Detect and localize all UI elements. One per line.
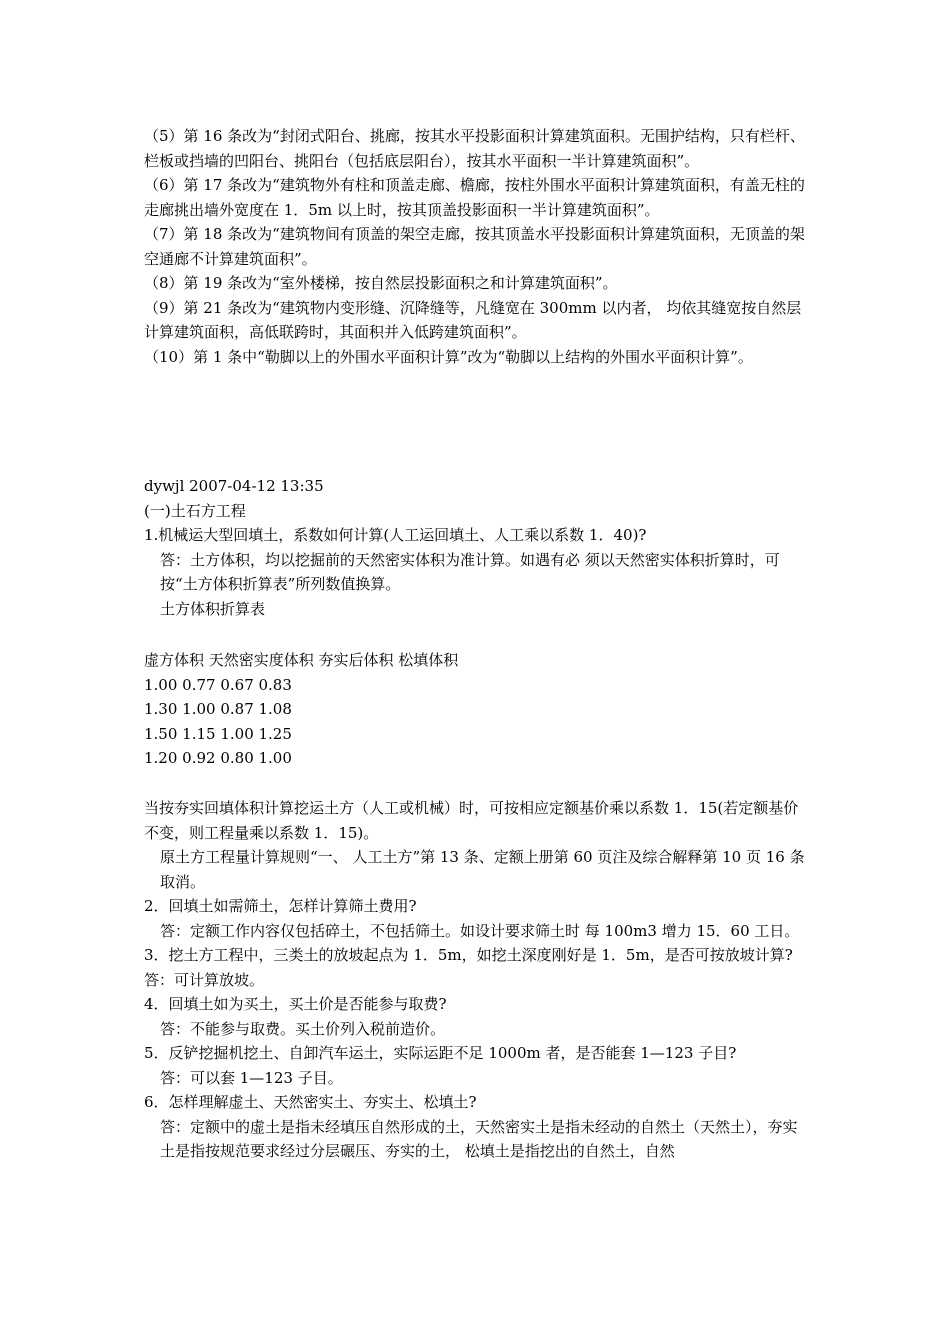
question: 5．反铲挖掘机挖土、自卸汽车运土，实际运距不足 1000m 者，是否能套 1—123 子目? xyxy=(144,1044,737,1062)
paragraph: （7）第 18 条改为“建筑物间有顶盖的架空走廊，按其顶盖水平投影面积计算建筑面积，无顶盖的架空通廊不计算建筑面积”。 xyxy=(144,225,805,268)
table-row: 1.30 1.00 0.87 1.08 xyxy=(144,700,292,718)
table-row: 1.00 0.77 0.67 0.83 xyxy=(144,675,292,694)
paragraph: （6）第 17 条改为“建筑物外有柱和顶盖走廊、檐廊，按柱外围水平面积计算建筑面积，有盖无柱的走廊挑出墙外宽度在 1．5m 以上时，按其顶盖投影面积一半计算建筑面积”。 xyxy=(144,176,805,219)
table-header: 虚方体积 天然密实度体积 夯实后体积 松填体积 xyxy=(144,651,459,669)
qa-list xyxy=(144,796,810,1164)
question: 3．挖土方工程中，三类土的放坡起点为 1．5m，如挖土深度刚好是 1．5m，是否可按放坡计算? xyxy=(144,946,793,964)
question: 2．回填土如需筛土，怎样计算筛土费用? xyxy=(144,897,417,915)
answer: 答：可计算放坡。 xyxy=(144,970,265,989)
question: 4．回填土如为买土，买土价是否能参与取费? xyxy=(144,995,447,1013)
paragraph: （5）第 16 条改为“封闭式阳台、挑廊，按其水平投影面积计算建筑面积。无围护结构，只有栏杆、栏板或挡墙的凹阳台、挑阳台（包括底层阳台），按其水平面积一半计算建筑面积”。 xyxy=(144,127,805,170)
table-row: 1.50 1.15 1.00 1.25 xyxy=(144,724,292,743)
post-header: dywjl 2007-04-12 13:35 xyxy=(144,477,324,495)
answer: 答：定额工作内容仅包括碎土，不包括筛土。如设计要求筛土时 每 100m3 增力 15．60 工日。 xyxy=(160,921,800,940)
question: 6．怎样理解虚土、天然密实土、夯实土、松填土? xyxy=(144,1093,477,1111)
paragraph: 当按夯实回填体积计算挖运土方（人工或机械）时，可按相应定额基价乘以系数 1．15(若定额基价不变，则工程量乘以系数 1．15)。 xyxy=(144,799,799,842)
answer: 答：可以套 1—123 子目。 xyxy=(160,1068,343,1087)
conversion-table xyxy=(144,648,810,771)
answer: 答：不能参与取费。买土价列入税前造价。 xyxy=(160,1019,446,1038)
post-section xyxy=(144,474,810,621)
paragraph: （10）第 1 条中“勒脚以上的外围水平面积计算”改为“勒脚以上结构的外围水平面积计算”。 xyxy=(144,347,753,366)
table-title: 土方体积折算表 xyxy=(160,599,266,618)
paragraph: 原土方工程量计算规则“一、 人工土方”第 13 条、定额上册第 60 页注及综合解释第 10 页 16 条取消。 xyxy=(160,848,805,891)
table-row: 1.20 0.92 0.80 1.00 xyxy=(144,749,292,767)
section-title: (一)土石方工程 xyxy=(144,501,246,520)
answer: 答：土方体积，均以挖掘前的天然密实体积为准计算。如遇有必 须以天然密实体积折算时，可按“土方体积折算表”所列数值换算。 xyxy=(160,550,780,593)
paragraph: （9）第 21 条改为“建筑物内变形缝、沉降缝等，凡缝宽在 300mm 以内者， 均依其缝宽按自然层计算建筑面积，高低联跨时，其面积并入低跨建筑面积”。 xyxy=(144,298,802,341)
paragraph: （8）第 19 条改为“室外楼梯，按自然层投影面积之和计算建筑面积”。 xyxy=(144,274,618,292)
amendment-list xyxy=(144,124,810,369)
answer: 答：定额中的虚土是指未经填压自然形成的土，天然密实土是指未经动的自然土（天然土），夯实土是指按规范要求经过分层碾压、夯实的土， 松填土是指挖出的自然土，自然 xyxy=(160,1117,798,1160)
question: 1.机械运大型回填土，系数如何计算(人工运回填土、人工乘以系数 1．40)? xyxy=(144,526,647,544)
